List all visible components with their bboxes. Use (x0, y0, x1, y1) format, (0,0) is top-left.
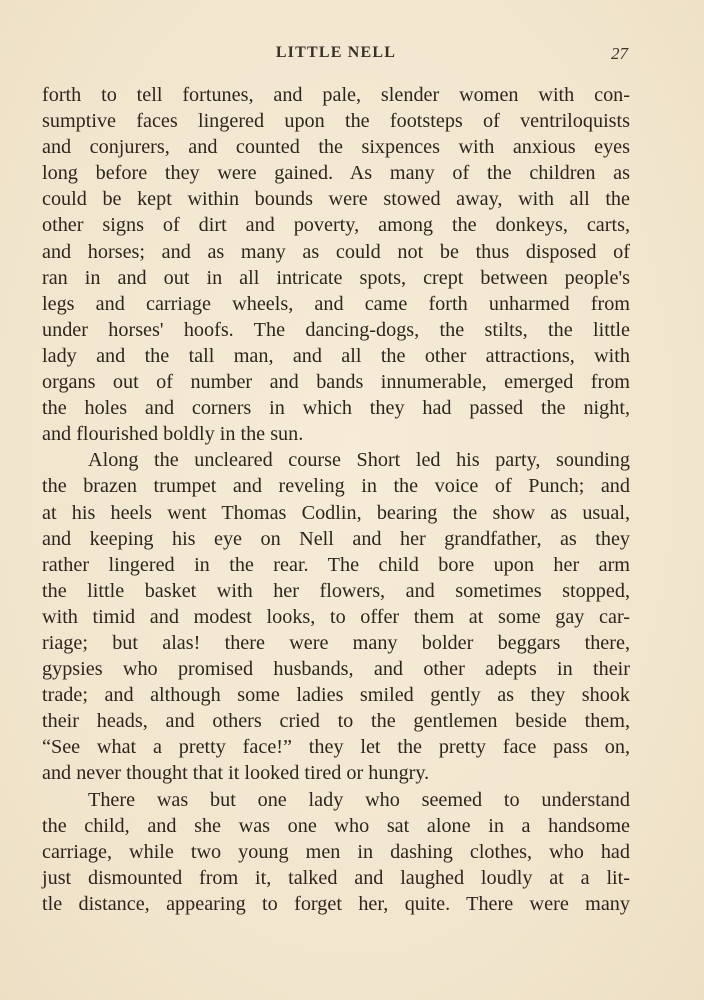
text-line: and flourished boldly in the sun. (42, 423, 304, 446)
text-line: under horses' hoofs. The dancing-dogs, the stilts, the little (42, 318, 630, 341)
running-head (42, 44, 630, 68)
text-line: with timid and modest looks, to offer them at some gay car- (42, 605, 630, 628)
text-line: gypsies who promised husbands, and other adepts in their (42, 658, 630, 681)
text-line: carriage, while two young men in dashing clothes, who had (42, 840, 630, 863)
text-line: “See what a pretty face!” they let the pretty face pass on, (42, 736, 630, 759)
text-line: just dismounted from it, talked and laughed loudly at a lit- (42, 866, 630, 889)
text-line: rather lingered in the rear. The child bore upon her arm (42, 553, 630, 576)
text-line: and keeping his eye on Nell and her grandfather, as they (42, 527, 630, 550)
page-number: 27 (611, 44, 628, 63)
text-line: legs and carriage wheels, and came forth unharmed from (42, 292, 630, 315)
text-line: tle distance, appearing to forget her, quite. There were many (42, 892, 630, 915)
text-line: There was but one lady who seemed to understand (88, 788, 630, 811)
body-text (42, 82, 630, 917)
text-line: Along the uncleared course Short led his party, sounding (88, 449, 630, 472)
text-line: and conjurers, and counted the sixpences with anxious eyes (42, 136, 630, 159)
text-line: the brazen trumpet and reveling in the voice of Punch; and (42, 475, 630, 498)
text-line: other signs of dirt and poverty, among the donkeys, carts, (42, 214, 630, 237)
text-line: the child, and she was one who sat alone in a handsome (42, 814, 630, 837)
text-line: trade; and although some ladies smiled gently as they shook (42, 684, 630, 707)
running-title: LITTLE NELL (275, 44, 397, 61)
text-line: sumptive faces lingered upon the footsteps of ventriloquists (42, 110, 630, 133)
text-line: organs out of number and bands innumerable, emerged from (42, 371, 630, 394)
text-line: at his heels went Thomas Codlin, bearing the show as usual, (42, 501, 630, 524)
text-line: could be kept within bounds were stowed away, with all the (42, 188, 630, 211)
text-line: their heads, and others cried to the gentlemen beside them, (42, 710, 630, 733)
text-line: ran in and out in all intricate spots, crept between people's (42, 266, 630, 289)
text-line: the holes and corners in which they had passed the night, (42, 397, 630, 420)
text-line: lady and the tall man, and all the other attractions, with (42, 344, 630, 367)
text-line: long before they were gained. As many of the children as (42, 162, 630, 185)
text-line: riage; but alas! there were many bolder beggars there, (42, 631, 630, 654)
text-line: and never thought that it looked tired or hungry. (42, 762, 430, 785)
text-line: and horses; and as many as could not be thus disposed of (42, 240, 630, 263)
text-line: the little basket with her flowers, and sometimes stopped, (42, 579, 630, 602)
text-line: forth to tell fortunes, and pale, slender women with con- (42, 84, 630, 106)
